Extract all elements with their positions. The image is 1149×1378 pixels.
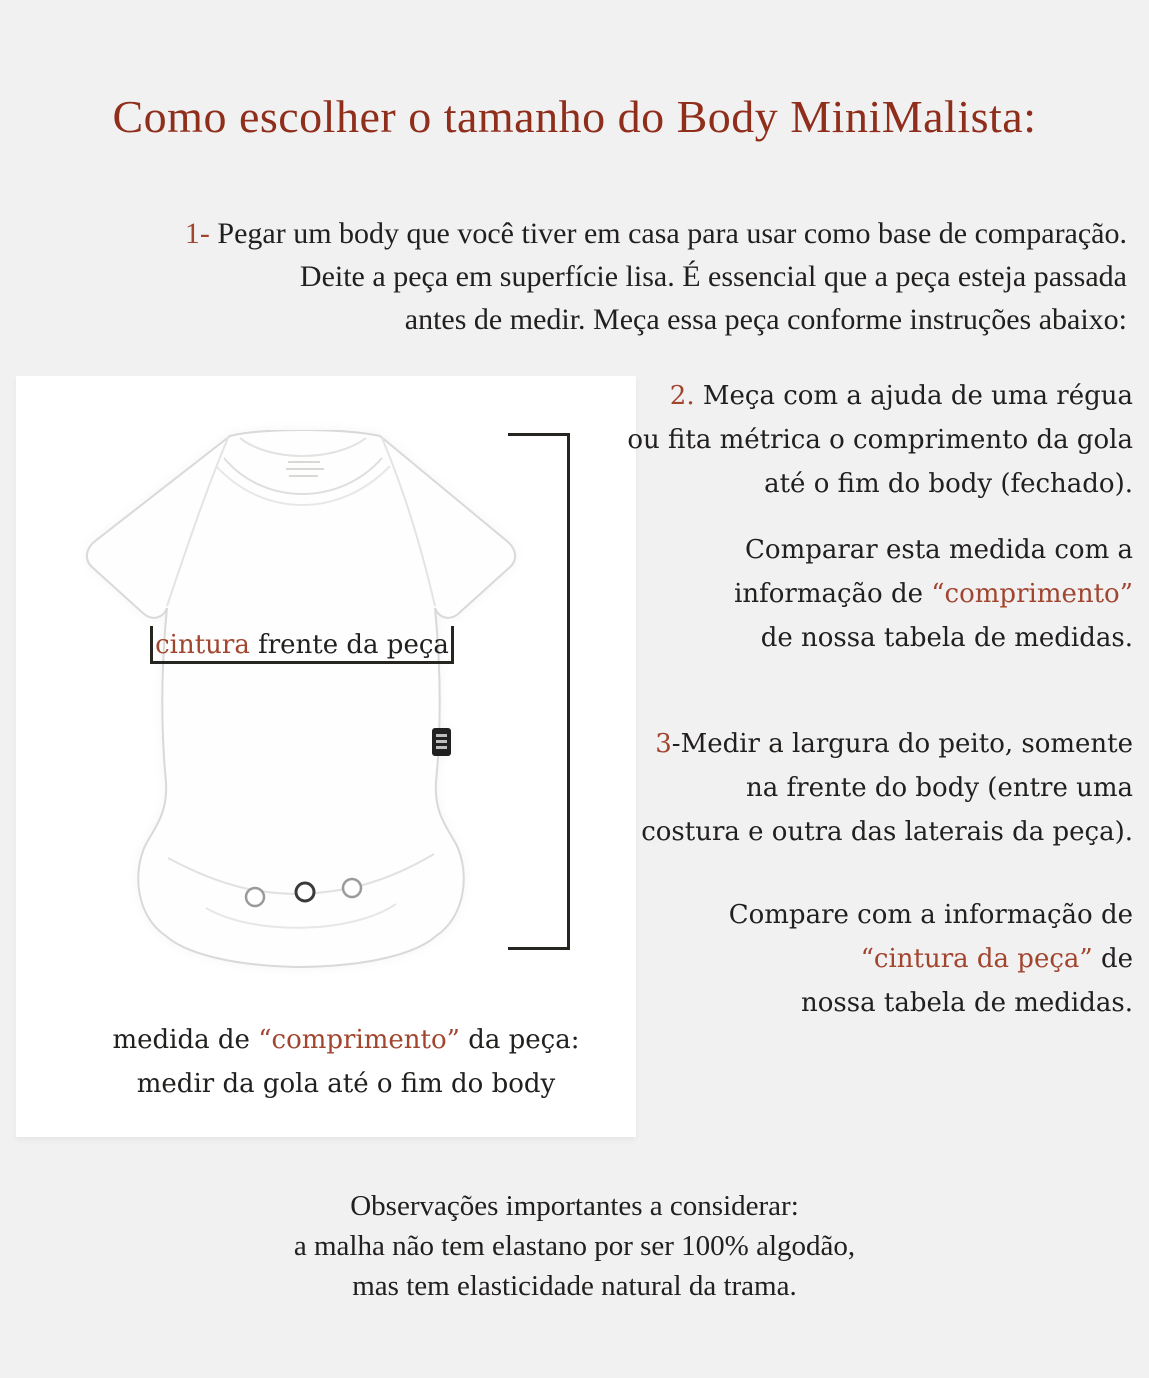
- snap-button: [246, 888, 264, 906]
- caption-prefix: medida de: [112, 1025, 259, 1055]
- step-1-text: [57, 212, 1127, 341]
- snap-button: [296, 883, 314, 901]
- text-line: [57, 212, 1127, 255]
- figure-caption: [36, 1018, 656, 1106]
- compare-waist-suffix: de: [1092, 944, 1133, 974]
- text-line: [729, 937, 1133, 981]
- step-3-line-1: -Medir a largura do peito, somente: [671, 729, 1133, 759]
- step-3-line-2: na frente do body (entre uma: [746, 773, 1133, 803]
- bodysuit-image: [74, 430, 526, 972]
- snap-button: [343, 879, 361, 897]
- step-1-line-2: Deite a peça em superfície lisa. É essencial que a peça esteja passada: [299, 260, 1127, 293]
- caption-line-1: [36, 1018, 656, 1062]
- waist-rest: frente da peça: [249, 630, 449, 660]
- compare-waist-line-3: nossa tabela de medidas.: [801, 988, 1133, 1018]
- step-1-line-3: antes de medir. Meça essa peça conforme instruções abaixo:: [404, 303, 1127, 336]
- length-measure-bracket: [508, 433, 570, 950]
- step-2-line-2: ou fita métrica o comprimento da gola: [627, 425, 1133, 455]
- step-1-number: 1-: [184, 217, 210, 250]
- step-3-text: [641, 722, 1133, 854]
- waist-term: cintura: [155, 630, 250, 660]
- compare-length-line-3: de nossa tabela de medidas.: [760, 623, 1133, 653]
- step-2-number: 2.: [669, 381, 695, 411]
- compare-waist-line-1: Compare com a informação de: [728, 900, 1133, 930]
- notes-line-1: Observações importantes a considerar:: [350, 1190, 799, 1222]
- important-notes: [0, 1186, 1149, 1306]
- compare-length-text: [734, 528, 1133, 660]
- side-tag: [432, 728, 451, 756]
- caption-line-2: medir da gola até o fim do body: [136, 1069, 556, 1099]
- step-2-line-3: até o fim do body (fechado).: [764, 469, 1133, 499]
- page-title: Como escolher o tamanho do Body MiniMalista:: [112, 91, 1037, 142]
- step-1-line-1: Pegar um body que você tiver em casa para usar como base de comparação.: [209, 217, 1127, 250]
- waist-label: [155, 630, 449, 661]
- compare-length-term: “comprimento”: [931, 579, 1133, 609]
- caption-term: “comprimento”: [258, 1025, 460, 1055]
- notes-line-2: a malha não tem elastano por ser 100% algodão,: [293, 1230, 856, 1262]
- notes-line-3: mas tem elasticidade natural da trama.: [352, 1270, 797, 1302]
- measurement-figure-panel: [16, 376, 636, 1137]
- text-line: [641, 722, 1133, 766]
- text-line: [627, 374, 1133, 418]
- compare-waist-term: “cintura da peça”: [860, 944, 1093, 974]
- waist-measure-bracket: [150, 626, 454, 664]
- step-3-number: 3: [655, 729, 672, 759]
- compare-waist-text: [729, 893, 1133, 1025]
- compare-length-prefix: informação de: [734, 579, 932, 609]
- step-3-line-3: costura e outra das laterais da peça).: [641, 817, 1133, 847]
- text-line: [734, 572, 1133, 616]
- step-2-line-1: Meça com a ajuda de uma régua: [694, 381, 1133, 411]
- caption-suffix: da peça:: [459, 1025, 580, 1055]
- compare-length-line-1: Comparar esta medida com a: [745, 535, 1133, 565]
- step-2-text: [627, 374, 1133, 506]
